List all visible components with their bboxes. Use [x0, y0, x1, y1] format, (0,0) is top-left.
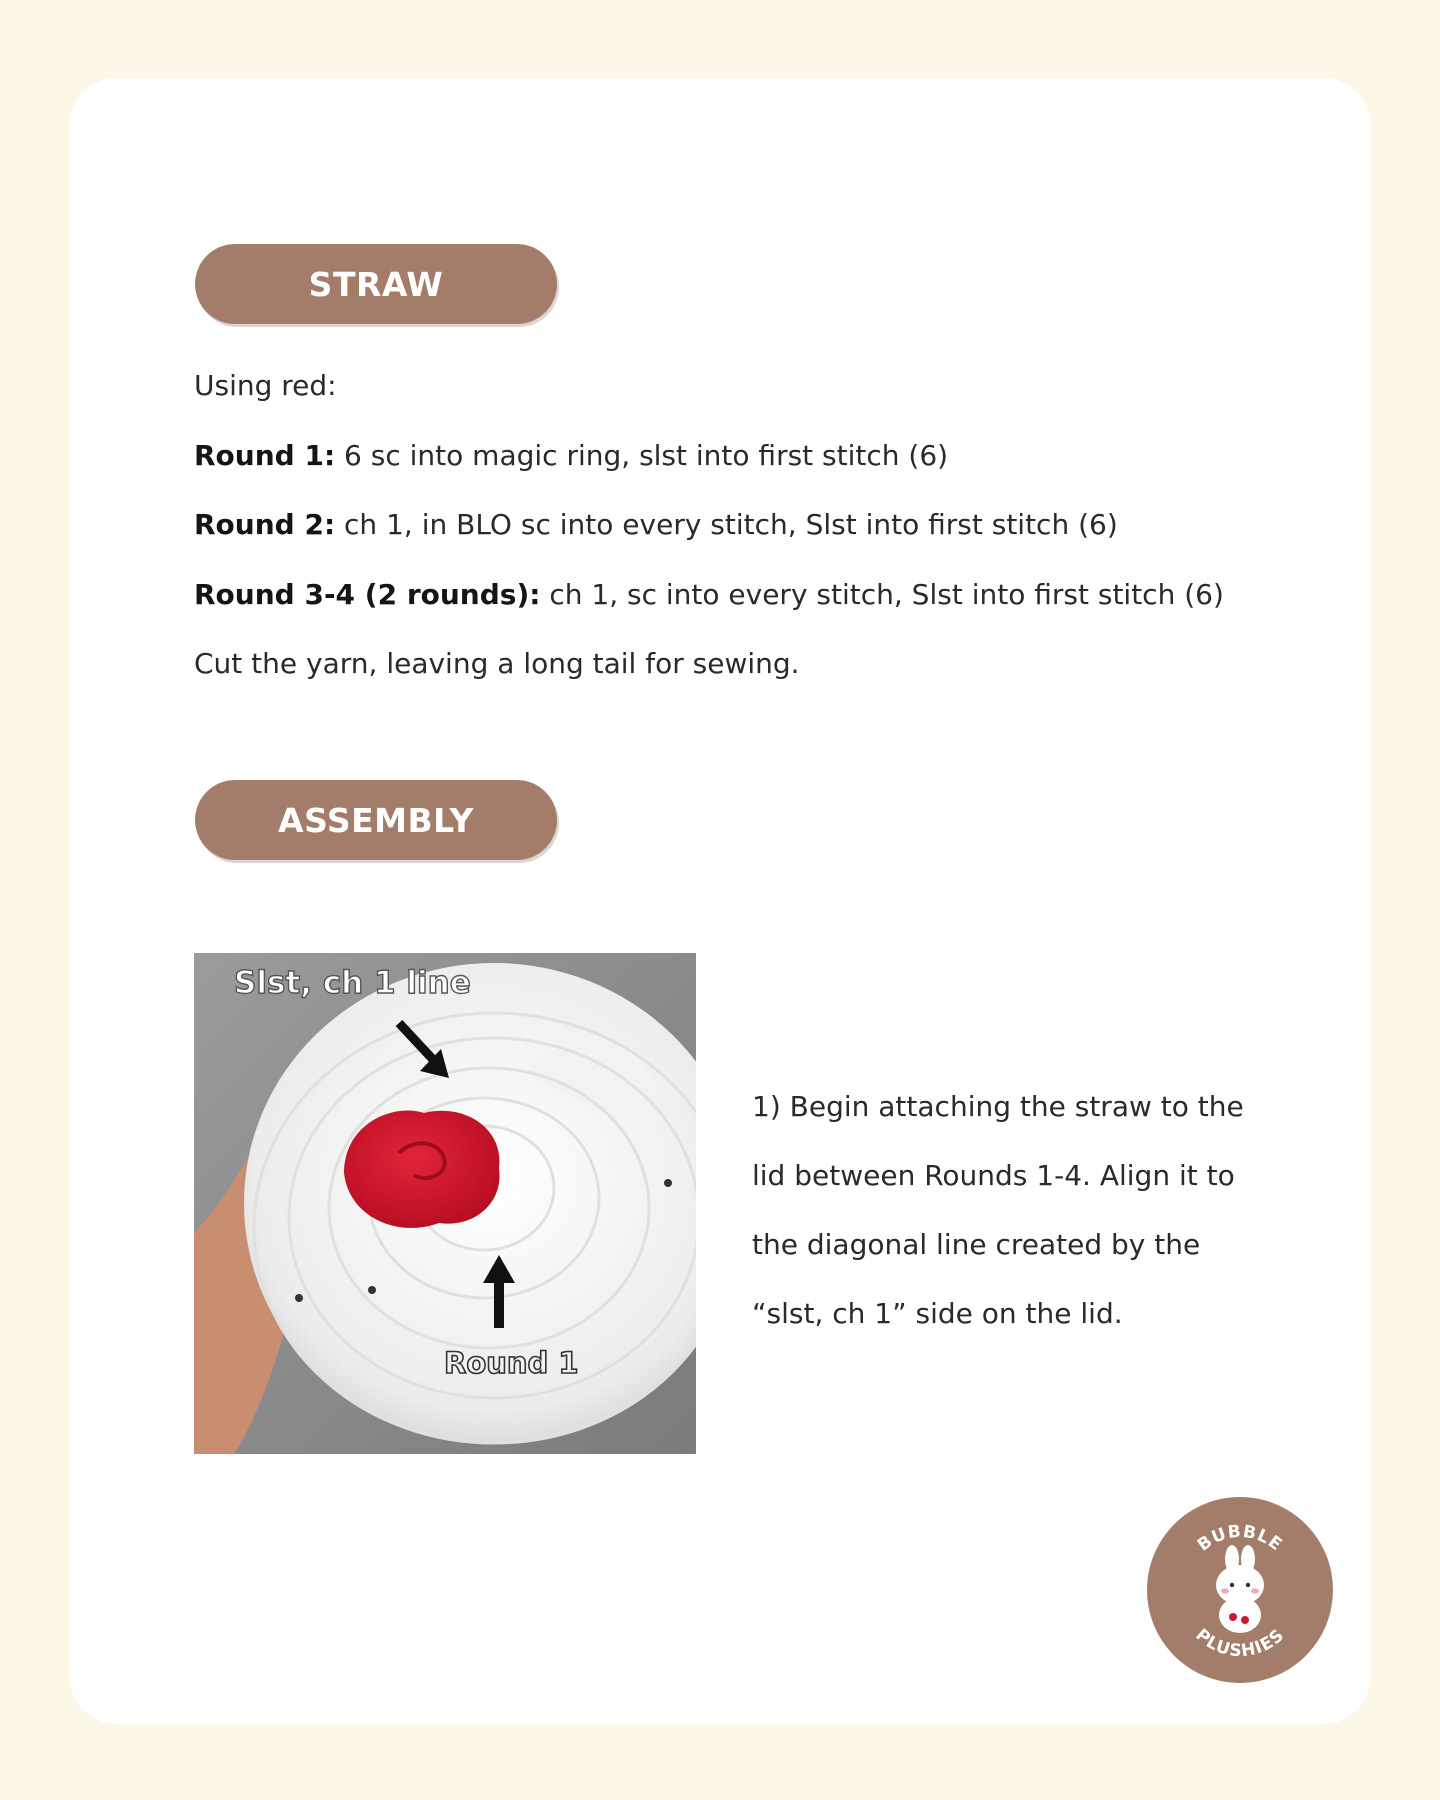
finishing-instruction: Cut the yarn, leaving a long tail for sewing. [194, 647, 800, 680]
round-3-4-instruction [194, 577, 1224, 613]
slst-line-label: Slst, ch 1 line [234, 965, 471, 1001]
logo-top-text: BUBBLE [1194, 1521, 1287, 1556]
round-1-label-overlay: Round 1 [444, 1346, 579, 1380]
logo-emblem [1147, 1497, 1333, 1683]
yarn-color-intro: Using red: [194, 369, 337, 402]
round-1-instruction [194, 438, 948, 474]
bunny-icon [1216, 1545, 1264, 1633]
assembly-photo [194, 953, 696, 1454]
straw-section-header [195, 244, 557, 324]
step-line: 1) Begin attaching the straw to the [752, 1090, 1244, 1123]
assembly-step-1 [752, 1072, 1272, 1348]
round-2-instruction [194, 507, 1118, 543]
round-3-4-text: ch 1, sc into every stitch, Slst into first stitch (6) [540, 578, 1224, 611]
round-1-label: Round 1: [194, 439, 336, 472]
round-3-4-label: Round 3-4 (2 rounds): [194, 578, 541, 611]
assembly-section-header [195, 780, 557, 860]
round-2-text: ch 1, in BLO sc into every stitch, Slst into first stitch (6) [335, 508, 1118, 541]
pattern-card [70, 78, 1370, 1724]
pin-mark [368, 1286, 376, 1294]
assembly-section-title: ASSEMBLY [278, 800, 474, 840]
step-line: “slst, ch 1” side on the lid. [752, 1297, 1123, 1330]
red-straw [344, 1111, 500, 1228]
straw-section-title: STRAW [308, 264, 444, 304]
step-line: the diagonal line created by the [752, 1228, 1201, 1261]
round-2-label: Round 2: [194, 508, 336, 541]
pin-mark [664, 1179, 672, 1187]
step-line: lid between Rounds 1-4. Align it to [752, 1159, 1235, 1192]
pin-mark [295, 1294, 303, 1302]
logo-bottom-text: PLUSHIES [1191, 1625, 1289, 1662]
bubble-plushies-logo [1147, 1497, 1333, 1683]
round-1-text: 6 sc into magic ring, slst into first stitch (6) [335, 439, 949, 472]
